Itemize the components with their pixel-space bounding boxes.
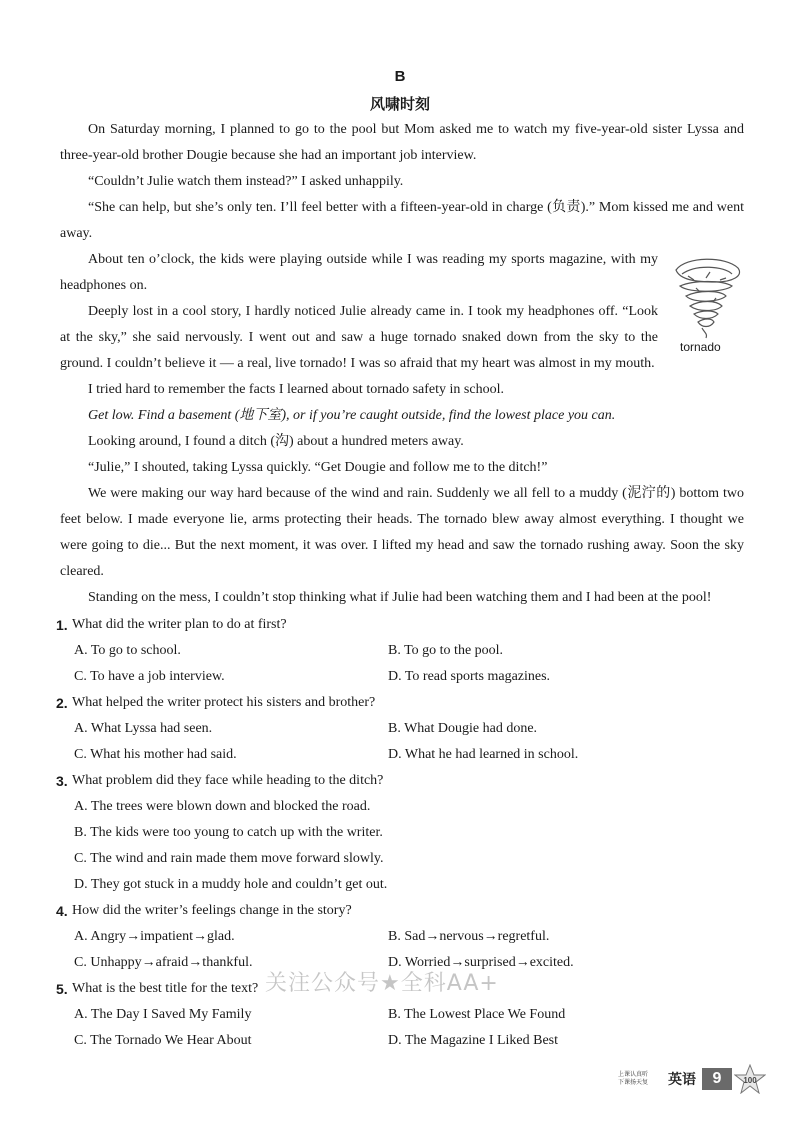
passage-paragraph: Get low. Find a basement (地下室), or if you’re caught outside, find the lowest place you can. — [88, 408, 616, 423]
passage-paragraph: “Julie,” I shouted, taking Lyssa quickly. “Get Dougie and follow me to the ditch!” — [88, 460, 548, 475]
section-title: 风啸时刻 — [369, 95, 430, 113]
watermark: 关注公众号★全科AA+ — [265, 971, 499, 996]
question-number: 1. — [56, 617, 68, 633]
passage-paragraph: On Saturday morning, I planned to go to the pool but Mom asked me to watch my five-year-old sister Lyssa and three-year-old brother Dougie because she had an important job interview. — [60, 122, 744, 163]
question-stem: How did the writer’s feelings change in the story? — [72, 903, 352, 918]
answer-option: B. What Dougie had done. — [388, 721, 538, 736]
footer-subject: 英语 — [668, 1072, 696, 1088]
answer-option: D. To read sports magazines. — [388, 669, 551, 684]
question-stem: What is the best title for the text? — [72, 981, 259, 996]
answer-option: C. The wind and rain made them move forward slowly. — [74, 851, 384, 866]
footer-motto — [618, 1071, 664, 1087]
answer-option: B. The kids were too young to catch up with the writer. — [74, 825, 383, 840]
answer-option: B. The Lowest Place We Found — [388, 1007, 566, 1022]
answer-option: D. The Magazine I Liked Best — [388, 1033, 559, 1048]
question-stem: What helped the writer protect his sisters and brother? — [72, 695, 376, 710]
passage-paragraph: Deeply lost in a cool story, I hardly noticed Julie already came in. I took my headphones off. “Look at the sky,” she said nervously. I went out and saw a huge tornado snaked down from the sky to the ground. I couldn’t believe it — a real, live tornado! I was so afraid that my heart was almost in my mouth. — [60, 304, 658, 371]
passage-paragraph: About ten o’clock, the kids were playing outside while I was reading my sports magazine, with my headphones on. — [60, 252, 658, 293]
question-number: 3. — [56, 773, 68, 789]
section-letter: B — [394, 68, 406, 85]
passage-paragraph: “She can help, but she’s only ten. I’ll feel better with a fifteen-year-old in charge (负责).” Mom kissed me and went away. — [60, 200, 744, 241]
answer-option: A. The trees were blown down and blocked the road. — [74, 799, 371, 814]
answer-option: B. To go to the pool. — [388, 643, 504, 658]
passage-paragraph: “Couldn’t Julie watch them instead?” I asked unhappily. — [88, 174, 404, 189]
question-number: 5. — [56, 981, 68, 997]
page-footer — [618, 1064, 766, 1094]
footer-motto-line: 下课扬天复 — [618, 1079, 649, 1086]
reading-passage — [60, 117, 744, 611]
question-number: 4. — [56, 903, 68, 919]
footer-motto-line: 上课认真听 — [618, 1071, 649, 1078]
answer-option: D. What he had learned in school. — [388, 747, 579, 762]
page-number: 9 — [702, 1068, 732, 1090]
star-badge-icon — [734, 1064, 766, 1094]
answer-option: C. Unhappy→afraid→thankful. — [74, 955, 253, 970]
question — [56, 898, 746, 976]
passage-paragraph: Looking around, I found a ditch (沟) about a hundred meters away. — [88, 434, 464, 449]
answer-option: D. They got stuck in a muddy hole and couldn’t get out. — [74, 877, 388, 892]
passage-paragraph: We were making our way hard because of the wind and rain. Suddenly we all fell to a muddy (泥泞的) bottom two feet below. I made everyone lie, arms protecting their heads. The tornado blew away almost everything. I thought we were going to die... But the next moment, it was over. I lifted my head and saw the tornado rushing away. Soon the sky cleared. — [60, 486, 744, 579]
answer-option: A. The Day I Saved My Family — [74, 1007, 252, 1022]
question — [56, 690, 746, 768]
answer-option: D. Worried→surprised→excited. — [388, 955, 574, 970]
question — [56, 768, 746, 898]
answer-option: C. To have a job interview. — [74, 669, 225, 684]
answer-option: C. The Tornado We Hear About — [74, 1033, 252, 1048]
question-stem: What problem did they face while heading to the ditch? — [72, 773, 384, 788]
answer-option: B. Sad→nervous→regretful. — [388, 929, 550, 944]
answer-option: C. What his mother had said. — [74, 747, 237, 762]
passage-paragraph: I tried hard to remember the facts I learned about tornado safety in school. — [88, 382, 504, 397]
badge-text: 100 — [743, 1076, 757, 1085]
question — [56, 612, 746, 690]
question-stem: What did the writer plan to do at first? — [72, 617, 287, 632]
answer-option: A. To go to school. — [74, 643, 181, 658]
passage-paragraph: Standing on the mess, I couldn’t stop thinking what if Julie had been watching them and I had been at the pool! — [88, 590, 712, 605]
question-number: 2. — [56, 695, 68, 711]
figure-caption: tornado — [680, 340, 721, 354]
answer-option: A. Angry→impatient→glad. — [74, 929, 235, 944]
answer-option: A. What Lyssa had seen. — [74, 721, 213, 736]
